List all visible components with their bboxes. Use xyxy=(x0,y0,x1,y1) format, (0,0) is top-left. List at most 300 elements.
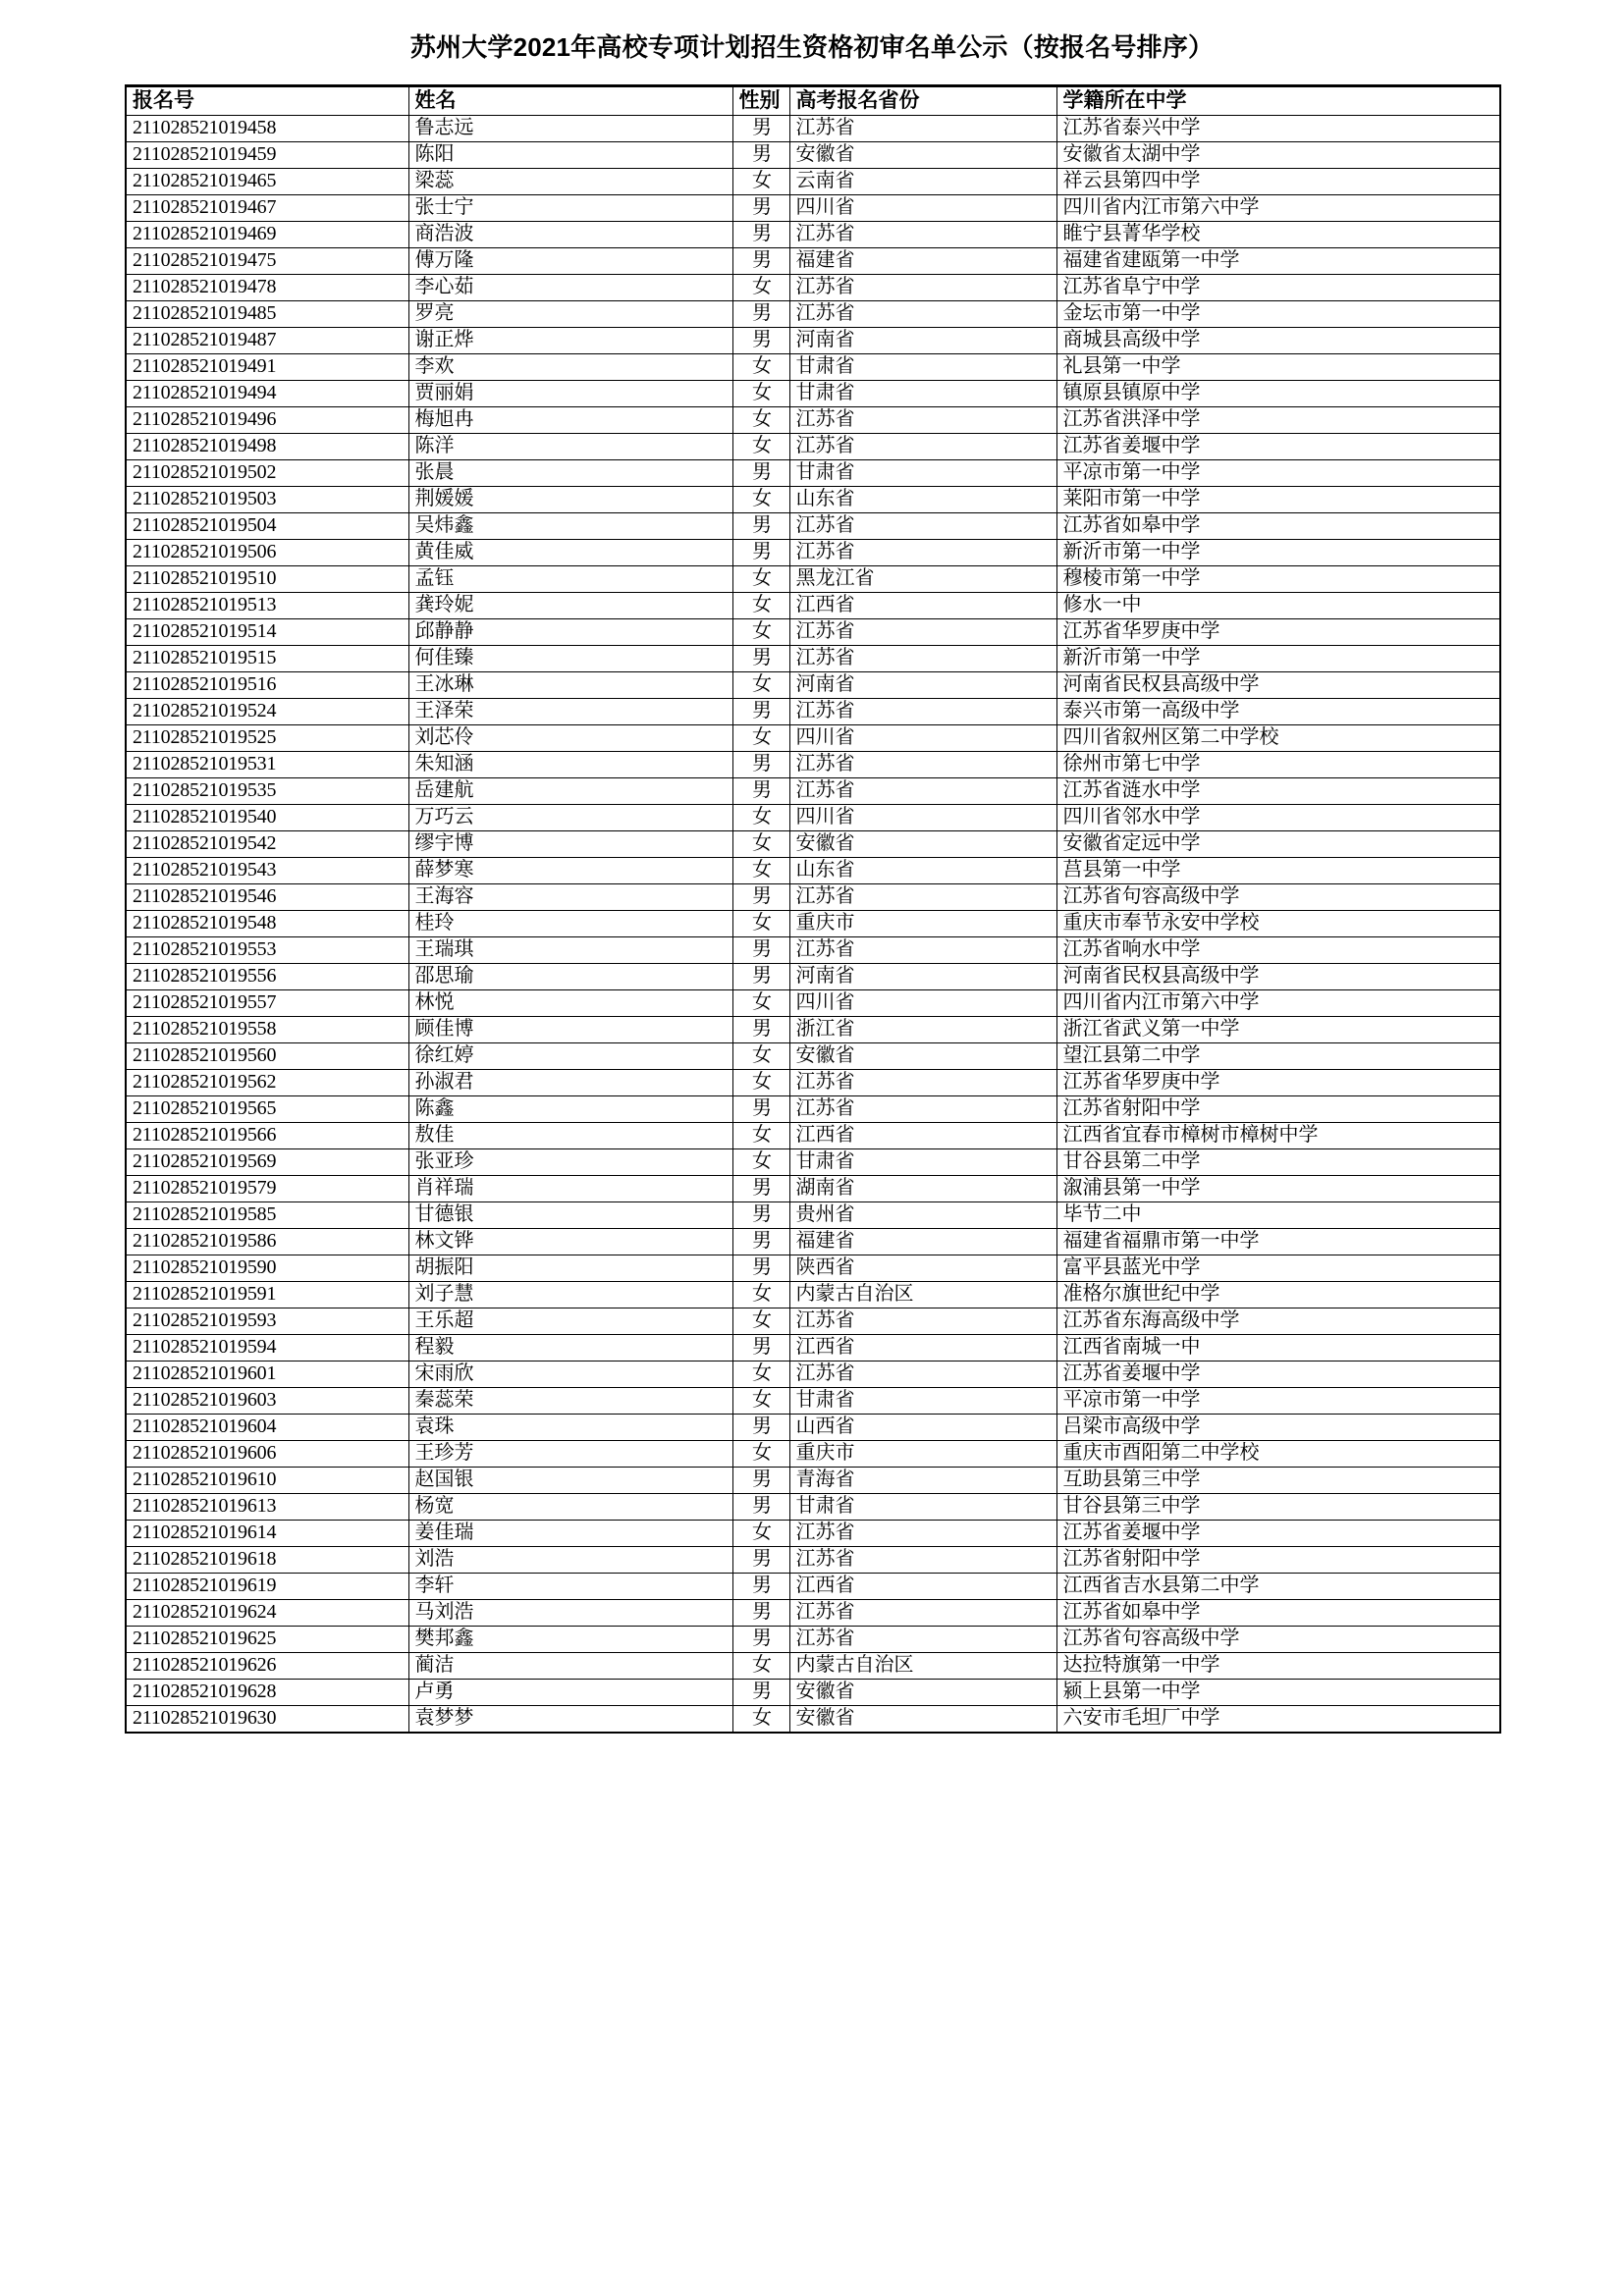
cell-province: 青海省 xyxy=(789,1468,1056,1494)
cell-school: 金坛市第一中学 xyxy=(1056,301,1500,328)
cell-province: 江西省 xyxy=(789,1123,1056,1149)
table-row xyxy=(126,1017,1500,1043)
cell-school: 四川省邻水中学 xyxy=(1056,805,1500,831)
table-row xyxy=(126,566,1500,593)
cell-school: 望江县第二中学 xyxy=(1056,1043,1500,1070)
cell-province: 江苏省 xyxy=(789,275,1056,301)
cell-school: 江苏省泰兴中学 xyxy=(1056,116,1500,142)
cell-registration-number: 211028521019625 xyxy=(126,1627,408,1653)
table-row xyxy=(126,301,1500,328)
cell-registration-number: 211028521019585 xyxy=(126,1202,408,1229)
table-row xyxy=(126,805,1500,831)
cell-school: 江西省宜春市樟树市樟树中学 xyxy=(1056,1123,1500,1149)
cell-name: 王泽荣 xyxy=(408,699,732,725)
cell-gender: 女 xyxy=(732,990,789,1017)
cell-gender: 女 xyxy=(732,619,789,646)
cell-name: 鲁志远 xyxy=(408,116,732,142)
cell-registration-number: 211028521019553 xyxy=(126,937,408,964)
cell-registration-number: 211028521019548 xyxy=(126,911,408,937)
cell-registration-number: 211028521019491 xyxy=(126,354,408,381)
cell-name: 张亚珍 xyxy=(408,1149,732,1176)
cell-province: 山西省 xyxy=(789,1415,1056,1441)
cell-registration-number: 211028521019515 xyxy=(126,646,408,672)
cell-province: 福建省 xyxy=(789,248,1056,275)
table-row xyxy=(126,831,1500,858)
cell-school: 浙江省武义第一中学 xyxy=(1056,1017,1500,1043)
cell-registration-number: 211028521019630 xyxy=(126,1706,408,1733)
cell-school: 江苏省如皋中学 xyxy=(1056,513,1500,540)
cell-name: 李轩 xyxy=(408,1574,732,1600)
cell-province: 山东省 xyxy=(789,858,1056,884)
cell-registration-number: 211028521019542 xyxy=(126,831,408,858)
cell-province: 四川省 xyxy=(789,725,1056,752)
cell-gender: 男 xyxy=(732,1627,789,1653)
table-row xyxy=(126,142,1500,169)
cell-registration-number: 211028521019503 xyxy=(126,487,408,513)
cell-province: 江苏省 xyxy=(789,116,1056,142)
cell-gender: 男 xyxy=(732,1600,789,1627)
cell-name: 张晨 xyxy=(408,460,732,487)
cell-name: 秦蕊荣 xyxy=(408,1388,732,1415)
cell-province: 江苏省 xyxy=(789,1362,1056,1388)
cell-school: 镇原县镇原中学 xyxy=(1056,381,1500,407)
cell-registration-number: 211028521019540 xyxy=(126,805,408,831)
table-row xyxy=(126,778,1500,805)
cell-registration-number: 211028521019485 xyxy=(126,301,408,328)
cell-gender: 男 xyxy=(732,937,789,964)
cell-gender: 女 xyxy=(732,1362,789,1388)
cell-name: 万巧云 xyxy=(408,805,732,831)
cell-school: 睢宁县菁华学校 xyxy=(1056,222,1500,248)
table-row xyxy=(126,1070,1500,1096)
cell-gender: 女 xyxy=(732,858,789,884)
cell-province: 江苏省 xyxy=(789,434,1056,460)
column-header-name: 姓名 xyxy=(408,86,732,116)
cell-registration-number: 211028521019458 xyxy=(126,116,408,142)
cell-province: 贵州省 xyxy=(789,1202,1056,1229)
cell-registration-number: 211028521019524 xyxy=(126,699,408,725)
cell-school: 互助县第三中学 xyxy=(1056,1468,1500,1494)
table-row xyxy=(126,540,1500,566)
cell-registration-number: 211028521019531 xyxy=(126,752,408,778)
cell-province: 安徽省 xyxy=(789,1043,1056,1070)
cell-school: 吕梁市高级中学 xyxy=(1056,1415,1500,1441)
cell-name: 顾佳博 xyxy=(408,1017,732,1043)
cell-province: 甘肃省 xyxy=(789,381,1056,407)
cell-province: 四川省 xyxy=(789,990,1056,1017)
cell-registration-number: 211028521019504 xyxy=(126,513,408,540)
cell-gender: 男 xyxy=(732,1468,789,1494)
cell-school: 达拉特旗第一中学 xyxy=(1056,1653,1500,1680)
cell-gender: 女 xyxy=(732,169,789,195)
cell-gender: 女 xyxy=(732,1308,789,1335)
table-row xyxy=(126,1494,1500,1521)
cell-school: 安徽省太湖中学 xyxy=(1056,142,1500,169)
cell-province: 江苏省 xyxy=(789,699,1056,725)
cell-gender: 女 xyxy=(732,1441,789,1468)
cell-school: 江苏省涟水中学 xyxy=(1056,778,1500,805)
cell-province: 江苏省 xyxy=(789,1521,1056,1547)
table-header-row xyxy=(126,86,1500,116)
cell-school: 福建省建瓯第一中学 xyxy=(1056,248,1500,275)
table-row xyxy=(126,1653,1500,1680)
table-row xyxy=(126,1123,1500,1149)
cell-registration-number: 211028521019469 xyxy=(126,222,408,248)
cell-school: 江苏省射阳中学 xyxy=(1056,1096,1500,1123)
cell-name: 刘浩 xyxy=(408,1547,732,1574)
cell-province: 江西省 xyxy=(789,1574,1056,1600)
cell-province: 江苏省 xyxy=(789,1308,1056,1335)
cell-province: 江西省 xyxy=(789,1335,1056,1362)
cell-school: 福建省福鼎市第一中学 xyxy=(1056,1229,1500,1255)
cell-gender: 男 xyxy=(732,1680,789,1706)
cell-gender: 男 xyxy=(732,1017,789,1043)
cell-province: 江苏省 xyxy=(789,937,1056,964)
table-row xyxy=(126,487,1500,513)
cell-registration-number: 211028521019586 xyxy=(126,1229,408,1255)
table-row xyxy=(126,1202,1500,1229)
cell-school: 江苏省东海高级中学 xyxy=(1056,1308,1500,1335)
cell-school: 江西省南城一中 xyxy=(1056,1335,1500,1362)
cell-school: 泰兴市第一高级中学 xyxy=(1056,699,1500,725)
cell-registration-number: 211028521019613 xyxy=(126,1494,408,1521)
cell-province: 江苏省 xyxy=(789,1096,1056,1123)
table-body xyxy=(126,116,1500,1733)
cell-registration-number: 211028521019606 xyxy=(126,1441,408,1468)
cell-province: 四川省 xyxy=(789,195,1056,222)
cell-province: 黑龙江省 xyxy=(789,566,1056,593)
cell-gender: 女 xyxy=(732,725,789,752)
cell-name: 李心茹 xyxy=(408,275,732,301)
cell-school: 富平县蓝光中学 xyxy=(1056,1255,1500,1282)
cell-gender: 女 xyxy=(732,434,789,460)
cell-registration-number: 211028521019487 xyxy=(126,328,408,354)
cell-school: 江苏省射阳中学 xyxy=(1056,1547,1500,1574)
cell-school: 江西省吉水县第二中学 xyxy=(1056,1574,1500,1600)
table-row xyxy=(126,407,1500,434)
cell-gender: 男 xyxy=(732,142,789,169)
table-row xyxy=(126,1415,1500,1441)
cell-gender: 女 xyxy=(732,407,789,434)
cell-registration-number: 211028521019579 xyxy=(126,1176,408,1202)
cell-province: 江西省 xyxy=(789,593,1056,619)
column-header-province: 高考报名省份 xyxy=(789,86,1056,116)
cell-gender: 男 xyxy=(732,1202,789,1229)
cell-registration-number: 211028521019496 xyxy=(126,407,408,434)
cell-province: 甘肃省 xyxy=(789,1149,1056,1176)
cell-gender: 女 xyxy=(732,1653,789,1680)
cell-name: 赵国银 xyxy=(408,1468,732,1494)
cell-name: 李欢 xyxy=(408,354,732,381)
cell-school: 江苏省阜宁中学 xyxy=(1056,275,1500,301)
cell-registration-number: 211028521019560 xyxy=(126,1043,408,1070)
cell-name: 邵思瑜 xyxy=(408,964,732,990)
cell-gender: 女 xyxy=(732,911,789,937)
cell-gender: 女 xyxy=(732,354,789,381)
cell-registration-number: 211028521019546 xyxy=(126,884,408,911)
table-row xyxy=(126,328,1500,354)
cell-name: 袁珠 xyxy=(408,1415,732,1441)
cell-province: 内蒙古自治区 xyxy=(789,1282,1056,1308)
cell-registration-number: 211028521019565 xyxy=(126,1096,408,1123)
cell-gender: 男 xyxy=(732,540,789,566)
cell-registration-number: 211028521019614 xyxy=(126,1521,408,1547)
cell-name: 王乐超 xyxy=(408,1308,732,1335)
cell-name: 蔺洁 xyxy=(408,1653,732,1680)
table-row xyxy=(126,1362,1500,1388)
cell-name: 王珍芳 xyxy=(408,1441,732,1468)
cell-gender: 男 xyxy=(732,460,789,487)
cell-name: 陈洋 xyxy=(408,434,732,460)
cell-gender: 男 xyxy=(732,752,789,778)
cell-province: 福建省 xyxy=(789,1229,1056,1255)
cell-name: 岳建航 xyxy=(408,778,732,805)
cell-name: 王海容 xyxy=(408,884,732,911)
cell-school: 安徽省定远中学 xyxy=(1056,831,1500,858)
cell-school: 准格尔旗世纪中学 xyxy=(1056,1282,1500,1308)
cell-gender: 男 xyxy=(732,1547,789,1574)
cell-school: 江苏省华罗庚中学 xyxy=(1056,1070,1500,1096)
cell-school: 江苏省句容高级中学 xyxy=(1056,1627,1500,1653)
cell-province: 甘肃省 xyxy=(789,1388,1056,1415)
cell-name: 梁蕊 xyxy=(408,169,732,195)
cell-registration-number: 211028521019459 xyxy=(126,142,408,169)
cell-school: 江苏省姜堰中学 xyxy=(1056,434,1500,460)
table-row xyxy=(126,354,1500,381)
cell-gender: 男 xyxy=(732,195,789,222)
cell-name: 黄佳威 xyxy=(408,540,732,566)
cell-name: 刘芯伶 xyxy=(408,725,732,752)
cell-registration-number: 211028521019590 xyxy=(126,1255,408,1282)
cell-name: 袁梦梦 xyxy=(408,1706,732,1733)
cell-school: 四川省内江市第六中学 xyxy=(1056,990,1500,1017)
cell-name: 徐红婷 xyxy=(408,1043,732,1070)
cell-registration-number: 211028521019619 xyxy=(126,1574,408,1600)
cell-registration-number: 211028521019618 xyxy=(126,1547,408,1574)
cell-province: 江苏省 xyxy=(789,619,1056,646)
cell-name: 陈鑫 xyxy=(408,1096,732,1123)
cell-name: 孟钰 xyxy=(408,566,732,593)
cell-name: 龚玲妮 xyxy=(408,593,732,619)
cell-gender: 男 xyxy=(732,1255,789,1282)
cell-gender: 男 xyxy=(732,1176,789,1202)
cell-name: 梅旭冉 xyxy=(408,407,732,434)
table-header xyxy=(126,86,1500,116)
cell-school: 溆浦县第一中学 xyxy=(1056,1176,1500,1202)
cell-school: 江苏省响水中学 xyxy=(1056,937,1500,964)
cell-school: 江苏省句容高级中学 xyxy=(1056,884,1500,911)
cell-name: 邱静静 xyxy=(408,619,732,646)
cell-gender: 女 xyxy=(732,805,789,831)
cell-province: 江苏省 xyxy=(789,646,1056,672)
cell-gender: 女 xyxy=(732,1706,789,1733)
cell-name: 程毅 xyxy=(408,1335,732,1362)
table-row xyxy=(126,964,1500,990)
cell-registration-number: 211028521019628 xyxy=(126,1680,408,1706)
cell-gender: 男 xyxy=(732,1494,789,1521)
cell-school: 商城县高级中学 xyxy=(1056,328,1500,354)
cell-gender: 女 xyxy=(732,831,789,858)
cell-registration-number: 211028521019593 xyxy=(126,1308,408,1335)
cell-gender: 女 xyxy=(732,1388,789,1415)
cell-school: 礼县第一中学 xyxy=(1056,354,1500,381)
cell-gender: 女 xyxy=(732,566,789,593)
table-row xyxy=(126,1229,1500,1255)
cell-registration-number: 211028521019604 xyxy=(126,1415,408,1441)
cell-gender: 男 xyxy=(732,1574,789,1600)
cell-gender: 男 xyxy=(732,778,789,805)
cell-province: 江苏省 xyxy=(789,1627,1056,1653)
cell-name: 朱知涵 xyxy=(408,752,732,778)
cell-registration-number: 211028521019506 xyxy=(126,540,408,566)
cell-name: 孙淑君 xyxy=(408,1070,732,1096)
cell-province: 山东省 xyxy=(789,487,1056,513)
cell-name: 谢正烨 xyxy=(408,328,732,354)
cell-name: 马刘浩 xyxy=(408,1600,732,1627)
cell-gender: 女 xyxy=(732,381,789,407)
cell-name: 缪宇博 xyxy=(408,831,732,858)
cell-gender: 男 xyxy=(732,1415,789,1441)
cell-province: 河南省 xyxy=(789,964,1056,990)
cell-gender: 男 xyxy=(732,1335,789,1362)
cell-gender: 男 xyxy=(732,884,789,911)
cell-name: 胡振阳 xyxy=(408,1255,732,1282)
table-row xyxy=(126,593,1500,619)
cell-gender: 男 xyxy=(732,1229,789,1255)
cell-name: 林悦 xyxy=(408,990,732,1017)
table-row xyxy=(126,195,1500,222)
table-row xyxy=(126,1096,1500,1123)
cell-school: 徐州市第七中学 xyxy=(1056,752,1500,778)
table-row xyxy=(126,699,1500,725)
cell-gender: 男 xyxy=(732,222,789,248)
table-row xyxy=(126,1176,1500,1202)
cell-school: 莱阳市第一中学 xyxy=(1056,487,1500,513)
table-row xyxy=(126,725,1500,752)
table-row xyxy=(126,1627,1500,1653)
cell-school: 毕节二中 xyxy=(1056,1202,1500,1229)
cell-registration-number: 211028521019502 xyxy=(126,460,408,487)
cell-registration-number: 211028521019566 xyxy=(126,1123,408,1149)
cell-name: 宋雨欣 xyxy=(408,1362,732,1388)
cell-name: 贾丽娟 xyxy=(408,381,732,407)
cell-name: 敖佳 xyxy=(408,1123,732,1149)
cell-province: 安徽省 xyxy=(789,831,1056,858)
cell-school: 江苏省姜堰中学 xyxy=(1056,1362,1500,1388)
cell-registration-number: 211028521019558 xyxy=(126,1017,408,1043)
cell-school: 四川省叙州区第二中学校 xyxy=(1056,725,1500,752)
cell-name: 王冰琳 xyxy=(408,672,732,699)
cell-gender: 男 xyxy=(732,301,789,328)
cell-province: 江苏省 xyxy=(789,301,1056,328)
cell-province: 四川省 xyxy=(789,805,1056,831)
cell-registration-number: 211028521019601 xyxy=(126,1362,408,1388)
cell-school: 江苏省姜堰中学 xyxy=(1056,1521,1500,1547)
table-row xyxy=(126,460,1500,487)
cell-school: 平凉市第一中学 xyxy=(1056,460,1500,487)
cell-province: 江苏省 xyxy=(789,1547,1056,1574)
cell-name: 林文铧 xyxy=(408,1229,732,1255)
cell-gender: 男 xyxy=(732,513,789,540)
cell-gender: 女 xyxy=(732,1043,789,1070)
cell-registration-number: 211028521019594 xyxy=(126,1335,408,1362)
cell-name: 商浩波 xyxy=(408,222,732,248)
cell-gender: 女 xyxy=(732,1521,789,1547)
cell-school: 穆棱市第一中学 xyxy=(1056,566,1500,593)
cell-name: 陈阳 xyxy=(408,142,732,169)
table-row xyxy=(126,990,1500,1017)
cell-name: 刘子慧 xyxy=(408,1282,732,1308)
cell-name: 傅万隆 xyxy=(408,248,732,275)
table-row xyxy=(126,513,1500,540)
table-row xyxy=(126,116,1500,142)
cell-gender: 女 xyxy=(732,1282,789,1308)
cell-school: 祥云县第四中学 xyxy=(1056,169,1500,195)
cell-province: 江苏省 xyxy=(789,407,1056,434)
cell-name: 桂玲 xyxy=(408,911,732,937)
cell-province: 安徽省 xyxy=(789,1706,1056,1733)
cell-province: 江苏省 xyxy=(789,778,1056,805)
cell-gender: 女 xyxy=(732,487,789,513)
table-row xyxy=(126,1282,1500,1308)
cell-name: 姜佳瑞 xyxy=(408,1521,732,1547)
cell-school: 江苏省洪泽中学 xyxy=(1056,407,1500,434)
table-row xyxy=(126,884,1500,911)
table-row xyxy=(126,752,1500,778)
cell-name: 杨宽 xyxy=(408,1494,732,1521)
table-row xyxy=(126,1335,1500,1362)
cell-province: 江苏省 xyxy=(789,1070,1056,1096)
cell-registration-number: 211028521019591 xyxy=(126,1282,408,1308)
cell-province: 甘肃省 xyxy=(789,1494,1056,1521)
table-row xyxy=(126,1388,1500,1415)
cell-gender: 女 xyxy=(732,1070,789,1096)
table-row xyxy=(126,1521,1500,1547)
cell-province: 江苏省 xyxy=(789,540,1056,566)
cell-gender: 女 xyxy=(732,1149,789,1176)
table-row xyxy=(126,1600,1500,1627)
table-row xyxy=(126,1255,1500,1282)
cell-registration-number: 211028521019562 xyxy=(126,1070,408,1096)
cell-gender: 女 xyxy=(732,275,789,301)
roster-table-container xyxy=(125,63,1499,1734)
cell-school: 河南省民权县高级中学 xyxy=(1056,672,1500,699)
roster-table xyxy=(125,84,1501,1734)
cell-school: 四川省内江市第六中学 xyxy=(1056,195,1500,222)
cell-registration-number: 211028521019603 xyxy=(126,1388,408,1415)
table-row xyxy=(126,1308,1500,1335)
cell-name: 吴炜鑫 xyxy=(408,513,732,540)
table-row xyxy=(126,1680,1500,1706)
cell-school: 平凉市第一中学 xyxy=(1056,1388,1500,1415)
cell-registration-number: 211028521019556 xyxy=(126,964,408,990)
cell-registration-number: 211028521019510 xyxy=(126,566,408,593)
cell-registration-number: 211028521019624 xyxy=(126,1600,408,1627)
table-row xyxy=(126,1547,1500,1574)
table-row xyxy=(126,619,1500,646)
table-row xyxy=(126,381,1500,407)
table-row xyxy=(126,858,1500,884)
cell-gender: 女 xyxy=(732,1123,789,1149)
cell-gender: 女 xyxy=(732,672,789,699)
cell-name: 樊邦鑫 xyxy=(408,1627,732,1653)
cell-gender: 男 xyxy=(732,116,789,142)
table-row xyxy=(126,646,1500,672)
cell-school: 莒县第一中学 xyxy=(1056,858,1500,884)
cell-province: 江苏省 xyxy=(789,1600,1056,1627)
cell-registration-number: 211028521019465 xyxy=(126,169,408,195)
cell-province: 内蒙古自治区 xyxy=(789,1653,1056,1680)
